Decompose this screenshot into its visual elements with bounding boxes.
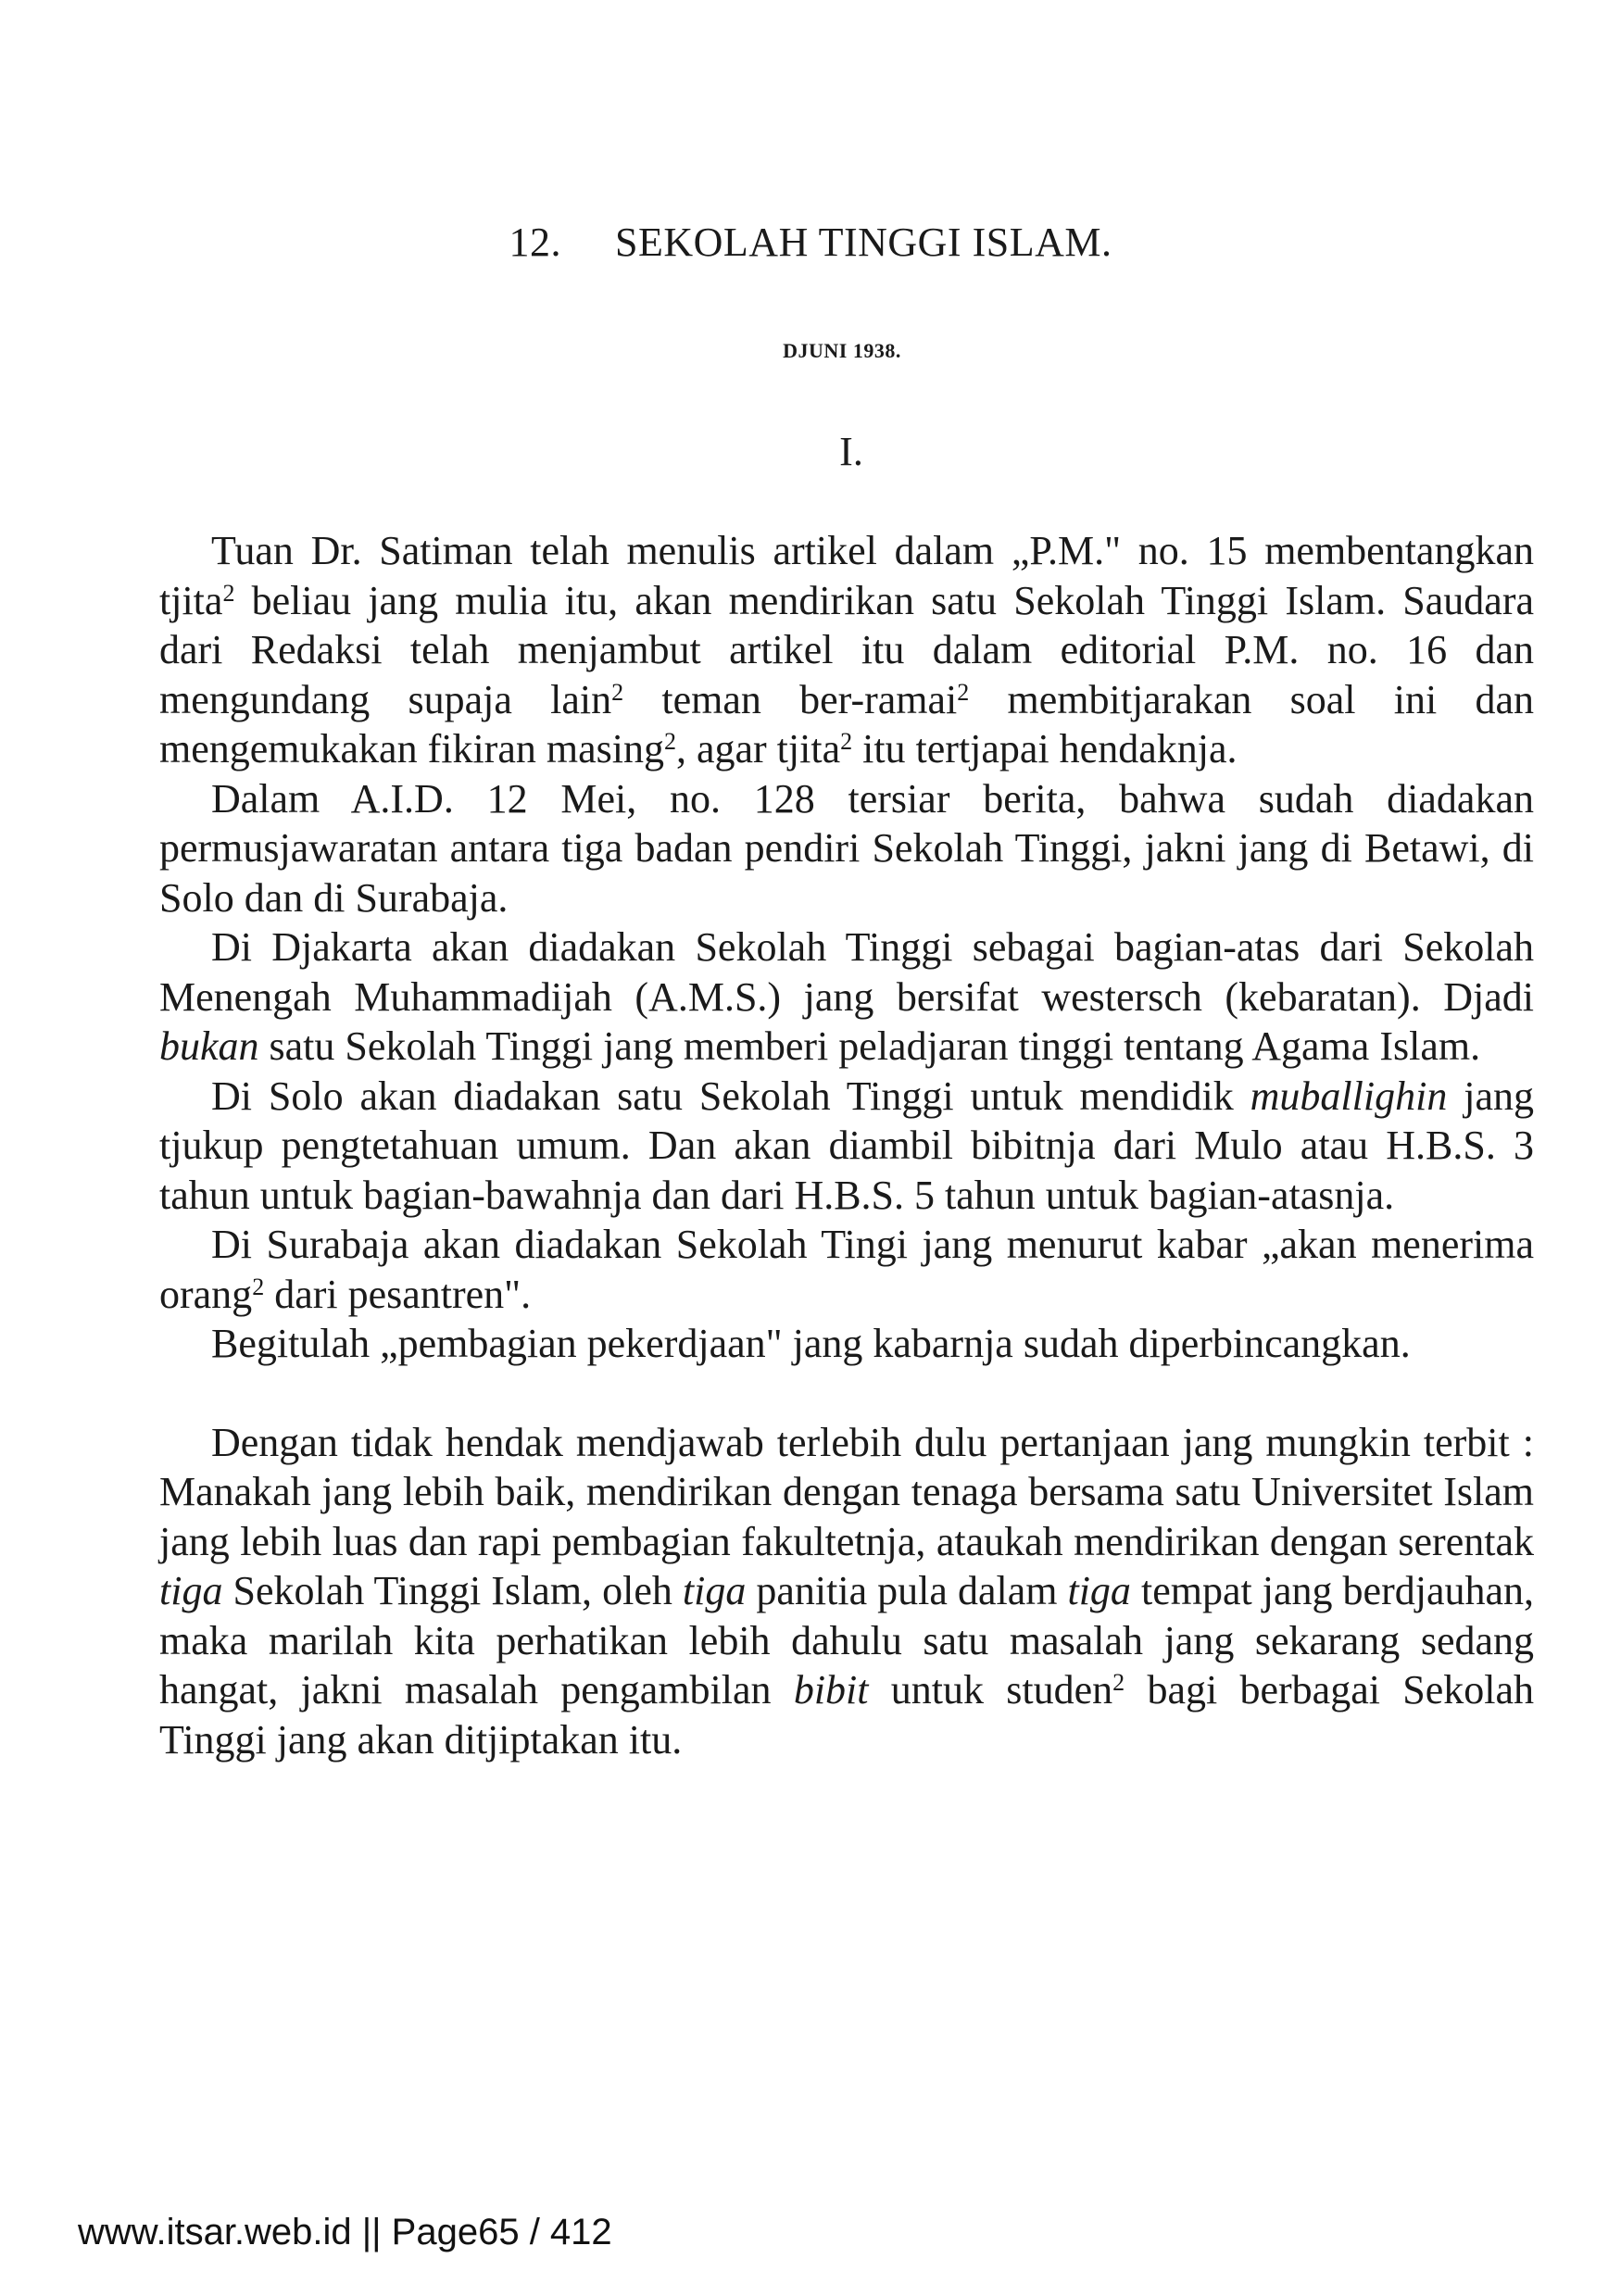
date-line: DJUNI 1938.: [783, 339, 901, 362]
body-text: [159, 526, 1534, 1764]
page-footer: www.itsar.web.id || Page65 / 412: [78, 2212, 612, 2252]
superscript-mark: 2: [222, 579, 235, 607]
paragraph: Dalam A.I.D. 12 Mei, no. 128 tersiar berita, bahwa sudah diadakan permusjawaratan antara tiga badan pendiri Sekolah Tinggi, jakni jang di Betawi, di Solo dan di Surabaja.: [159, 775, 1534, 921]
italic-text: tiga: [1067, 1568, 1131, 1613]
superscript-mark: 2: [611, 678, 624, 706]
paragraph: Di Surabaja akan diadakan Sekolah Tingi jang menurut kabar „akan menerima orang$^2$ dari pesantren".: [159, 1222, 1534, 1317]
italic-text: tiga: [159, 1568, 223, 1613]
superscript-mark: 2: [840, 728, 853, 755]
paragraph: Dengan tidak hendak mendjawab terlebih dulu pertanjaan jang mungkin terbit : Manakah jang lebih baik, mendirikan dengan tenaga bersama satu Universitet Islam jang lebih luas dan rapi pembagian fakultetnja, ataukah mendirikan dengan serentak tiga Sekolah Tinggi Islam, oleh tiga panitia pula dalam tiga tempat jang berdjauhan, maka marilah kita perhatikan lebih dahulu satu masalah jang sekarang sedang hangat, jakni masalah pengambilan bibit untuk studen$^2$ bagi berbagai Sekolah Tinggi jang akan ditjiptakan itu.: [159, 1419, 1534, 1763]
italic-text: bukan: [159, 1023, 259, 1069]
superscript-mark: 2: [1112, 1669, 1125, 1696]
chapter-number: 12.: [509, 220, 562, 265]
italic-text: muballighin: [1250, 1073, 1448, 1119]
superscript-mark: 2: [957, 678, 970, 706]
paragraph: Begitulah „pembagian pekerdjaan" jang kabarnja sudah diperbincangkan.: [211, 1321, 1411, 1366]
italic-text: bibit: [793, 1667, 869, 1713]
paragraph: Di Solo akan diadakan satu Sekolah Tinggi untuk mendidik muballighin jang tjukup pengtetahuan umum. Dan akan diambil bibitnja dari Mulo atau H.B.S. 3 tahun untuk bagian-bawahnja dan dari H.B.S. 5 tahun untuk bagian-atasnja.: [159, 1073, 1534, 1218]
paragraph: Tuan Dr. Satiman telah menulis artikel dalam „P.M." no. 15 membentangkan tjita$^2$ beliau jang mulia itu, akan mendirikan satu Sekolah Tinggi Islam. Saudara dari Redaksi telah menjambut artikel itu dalam editorial P.M. no. 16 dan mengundang supaja lain$^2$ teman ber-ramai$^2$ membitjarakan soal ini dan mengemukakan fikiran masing$^2$, agar tjita$^2$ itu tertjapai hendaknja.: [159, 528, 1534, 772]
paragraph: Di Djakarta akan diadakan Sekolah Tinggi sebagai bagian-atas dari Sekolah Menengah Muhammadijah (A.M.S.) jang bersifat westersch (kebaratan). Djadi bukan satu Sekolah Tinggi jang memberi peladjaran tinggi tentang Agama Islam.: [159, 924, 1534, 1069]
chapter-title: SEKOLAH TINGGI ISLAM.: [615, 220, 1112, 265]
chapter-heading: [0, 219, 1621, 266]
italic-text: tiga: [682, 1568, 747, 1613]
superscript-mark: 2: [252, 1273, 265, 1300]
section-numeral: I.: [839, 429, 863, 474]
superscript-mark: 2: [663, 728, 676, 755]
